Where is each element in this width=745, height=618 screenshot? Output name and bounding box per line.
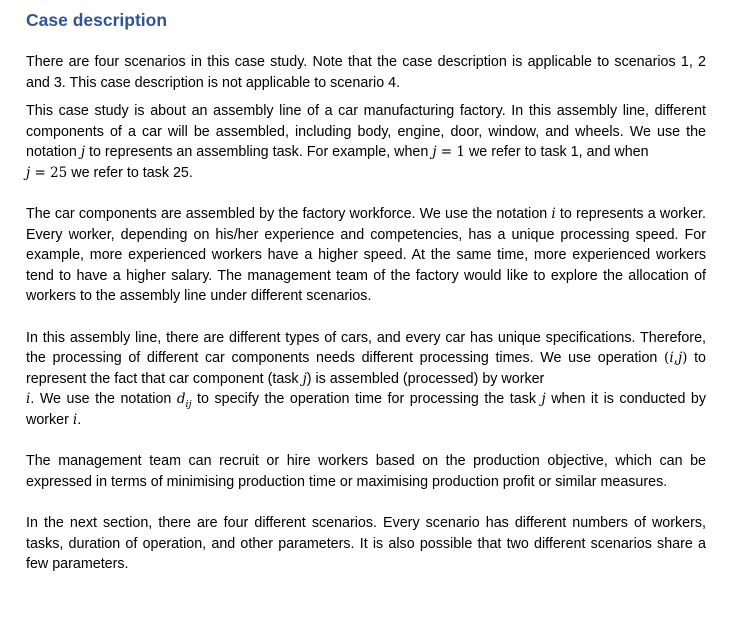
math-d: d (176, 391, 186, 407)
text-run: to represents a worker. Every worker, depending on his/her experience and competencies, has a unique processing speed. For example, more experienced workers have a higher speed. At the same time, more experienced workers tend to have a higher salary. The management team of the factory would like to explore the allocation of workers to the assembly line under different scenarios. (26, 206, 706, 304)
paragraph-management-objective: The management team can recruit or hire workers based on the production objective, which can be expressed in terms of minimising production time or maximising production profit or similar measures. (26, 453, 706, 490)
math-j: j (541, 391, 546, 407)
paragraph-processing-times (26, 328, 706, 431)
paragraph-scenarios-note: There are four scenarios in this case study. Note that the case description is applicable to scenarios 1, 2 and 3. This case description is not applicable to scenario 4. (26, 54, 706, 91)
math-j: j (80, 144, 86, 160)
math-equation: = 1 (436, 144, 465, 160)
text-run: . We use the notation (30, 391, 177, 407)
text-run: to represents an assembling task. For example, when (85, 144, 433, 160)
text-run: when it is conducted by worker (26, 391, 707, 428)
math-subscript-ij: ij (185, 398, 192, 410)
math-paren: ( (664, 350, 670, 366)
math-j: j (432, 144, 437, 160)
math-j: j (26, 164, 31, 181)
text-run: to specify the operation time for processing the task (191, 391, 542, 407)
text-run: ) is assembled (processed) by worker (306, 370, 545, 387)
document-page (26, 8, 706, 583)
text-run: . (77, 411, 82, 428)
paragraph-next-section: In the next section, there are four different scenarios. Every scenario has different numbers of workers, tasks, duration of operation, and other parameters. It is also possible that two different scenarios share a few parameters. (26, 515, 706, 572)
math-j: j (302, 370, 307, 387)
text-run: we refer to task 1, and when (464, 144, 649, 160)
math-comma: , (673, 350, 678, 366)
paragraph-workforce (26, 204, 706, 307)
math-i: i (551, 206, 556, 222)
text-run: In this assembly line, there are different types of cars, and every car has unique specifications. Therefore, the processing of different car components needs different processing times. We use operation (26, 329, 706, 366)
math-equation: = 25 (30, 164, 68, 181)
math-i: i (72, 411, 78, 428)
paragraph-assembly-line (26, 101, 706, 183)
text-run: This case study is about an assembly line of a car manufacturing factory. In this assembly line, different components of a car will be assembled, including body, engine, door, window, and wheels. We use the notation (26, 103, 706, 160)
text-run: The car components are assembled by the factory workforce. We use the notation (26, 206, 552, 222)
math-i: i (669, 350, 674, 366)
math-i: i (26, 391, 31, 407)
math-paren: ) (682, 350, 688, 366)
section-heading: Case description (26, 10, 168, 30)
math-j: j (677, 350, 683, 366)
text-run: to represent the fact that car component (task (26, 350, 706, 387)
text-run: we refer to task 25. (67, 164, 193, 181)
